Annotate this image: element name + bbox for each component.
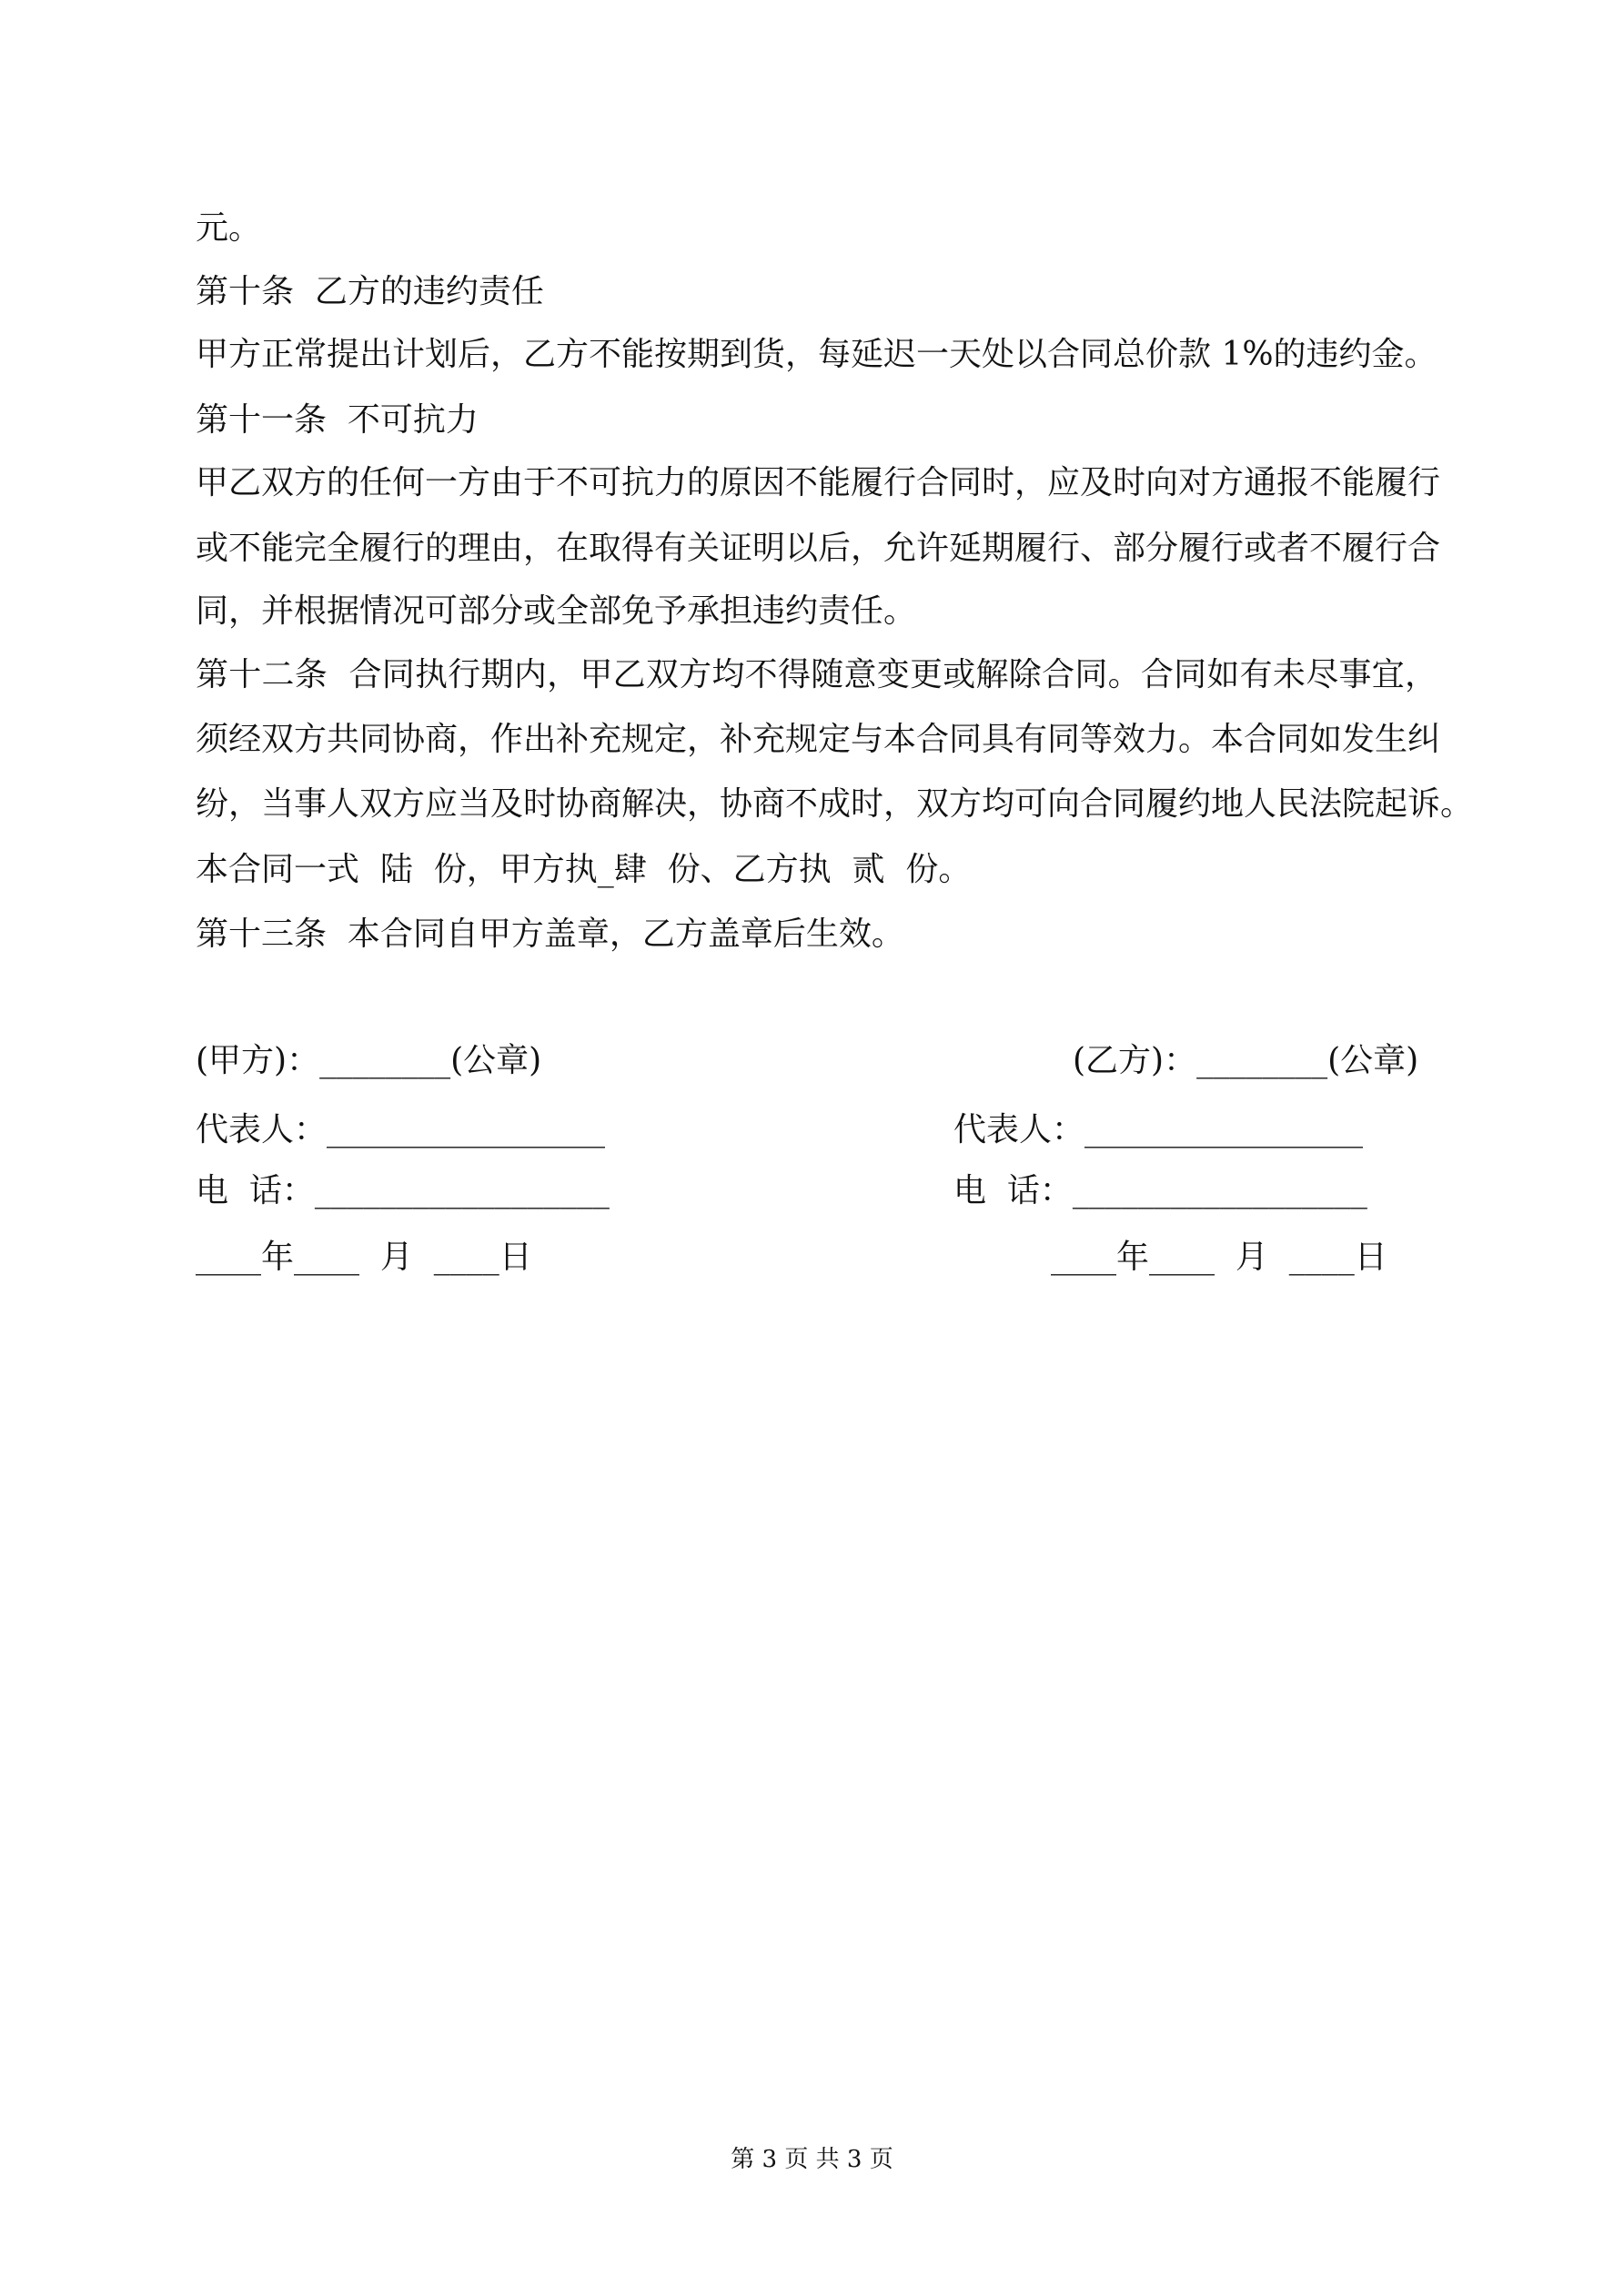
article-13-line: 第十三条 本合同自甲方盖章，乙方盖章后生效。 xyxy=(196,915,904,953)
body-line: 本合同一式 陆 份，甲方执_肆 份、乙方执 贰 份。 xyxy=(196,851,972,888)
body-line: 同，并根据情况可部分或全部免予承担违约责任。 xyxy=(196,592,917,630)
party-b-phone-field: 电 话：__________________ xyxy=(953,1172,1367,1209)
party-a-representative-field: 代表人：_________________ xyxy=(196,1111,606,1148)
body-line: 甲乙双方的任何一方由于不可抗力的原因不能履行合同时，应及时向对方通报不能履行 xyxy=(196,464,1441,501)
body-line: 须经双方共同协商，作出补充规定，补充规定与本合同具有同等效力。本合同如发生纠 xyxy=(196,721,1441,758)
article-10-heading: 第十条 乙方的违约责任 xyxy=(196,273,544,310)
page-number: 第 3 页 共 3 页 xyxy=(731,2146,893,2173)
body-line: 纷，当事人双方应当及时协商解决，协商不成时，双方均可向合同履约地人民法院起诉。 xyxy=(196,785,1474,823)
article-12-line: 第十二条 合同执行期内，甲乙双方均不得随意变更或解除合同。合同如有未尽事宜， xyxy=(196,656,1438,693)
party-b-representative-field: 代表人：_________________ xyxy=(953,1111,1364,1148)
party-b-date-field: ____年____ 月 ____日 xyxy=(1051,1239,1387,1276)
party-b-seal-field: (乙方)：________(公章) xyxy=(1073,1042,1419,1079)
article-11-heading: 第十一条 不可抗力 xyxy=(196,401,479,439)
body-line: 元。 xyxy=(196,209,262,247)
body-line: 甲方正常提出计划后，乙方不能按期到货，每延迟一天处以合同总价款 1%的违约金。 xyxy=(196,336,1437,373)
party-a-date-field: ____年____ 月 ____日 xyxy=(196,1239,532,1276)
body-line: 或不能完全履行的理由，在取得有关证明以后，允许延期履行、部分履行或者不履行合 xyxy=(196,530,1441,567)
party-a-seal-field: (甲方)：________(公章) xyxy=(196,1042,542,1079)
party-a-phone-field: 电 话：__________________ xyxy=(196,1172,610,1209)
